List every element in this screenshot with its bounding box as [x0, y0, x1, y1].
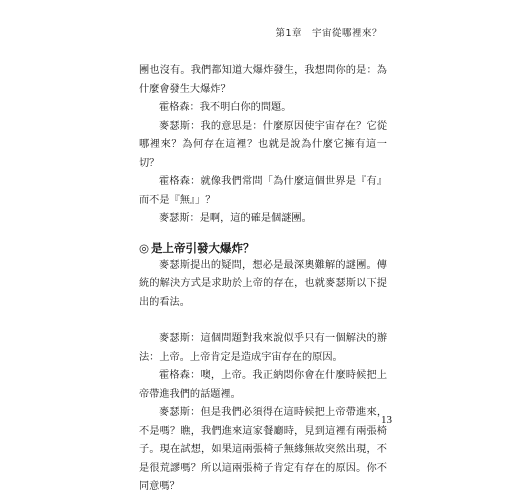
speaker-name: 霍格森： — [159, 370, 201, 381]
section-intro — [139, 257, 387, 313]
section-marker: ◎ — [139, 240, 150, 255]
dialogue-text: 就像我們常問「為什麼這個世界是『有』而不是『無』」？ — [139, 176, 388, 206]
paragraph-continuation — [139, 62, 387, 99]
dialogue-text: 但是我們必須得在這時候把上帝帶進來，不是嗎？瞧，我們進來這家餐廳時，見到這裡有兩張椅子。現在試想，如果這兩張椅子無緣無故突然出現，不是很荒謬嗎？所以這兩張椅子肯定有存在的原因。你不同意嗎？ — [139, 407, 388, 492]
body-text — [139, 62, 387, 497]
dialogue-text: 是啊，這的確是個謎團。 — [199, 213, 312, 224]
speaker-name: 麥瑟斯： — [159, 333, 201, 344]
dialogue-text: 我的意思是：什麼原因使宇宙存在？它從哪裡來？為何存在這裡？也就是說為什麼它擁有這一切？ — [139, 120, 388, 169]
dialogue-line — [139, 330, 387, 367]
running-header: 第1章 宇宙從哪裡來？ — [275, 28, 382, 39]
paragraph-text: 團也沒有。我們都知道大爆炸發生，我想問你的是：為什麼會發生大爆炸？ — [139, 65, 387, 95]
dialogue-text: 這個問題對我來說似乎只有一個解決的辦法：上帝。上帝肯定是造成宇宙存在的原因。 — [139, 333, 388, 363]
speaker-name: 霍格森： — [159, 102, 200, 113]
dialogue-line — [139, 404, 387, 497]
dialogue-line — [139, 173, 387, 210]
speaker-name: 麥瑟斯： — [159, 407, 201, 418]
dialogue-line — [139, 367, 387, 404]
dialogue-line — [139, 99, 387, 118]
speaker-name: 麥瑟斯： — [159, 120, 201, 132]
dialogue-text: 噢，上帝。我正納悶你會在什麼時候把上帝帶進我們的話題裡。 — [139, 370, 388, 400]
dialogue-line — [139, 118, 387, 174]
dialogue-text: 我不明白你的問題。 — [199, 102, 292, 113]
speaker-name: 麥瑟斯： — [159, 213, 200, 224]
section-heading — [139, 239, 387, 257]
page-number: 13 — [381, 414, 392, 426]
section-title: 是上帝引發大爆炸？ — [151, 240, 255, 255]
speaker-name: 霍格森： — [159, 176, 201, 187]
paragraph-text: 麥瑟斯提出的疑問，想必是最深奧難解的謎團。傳統的解決方式是求助於上帝的存在，也就麥瑟斯以下提出的看法。 — [139, 259, 387, 308]
dialogue-line — [139, 210, 387, 229]
